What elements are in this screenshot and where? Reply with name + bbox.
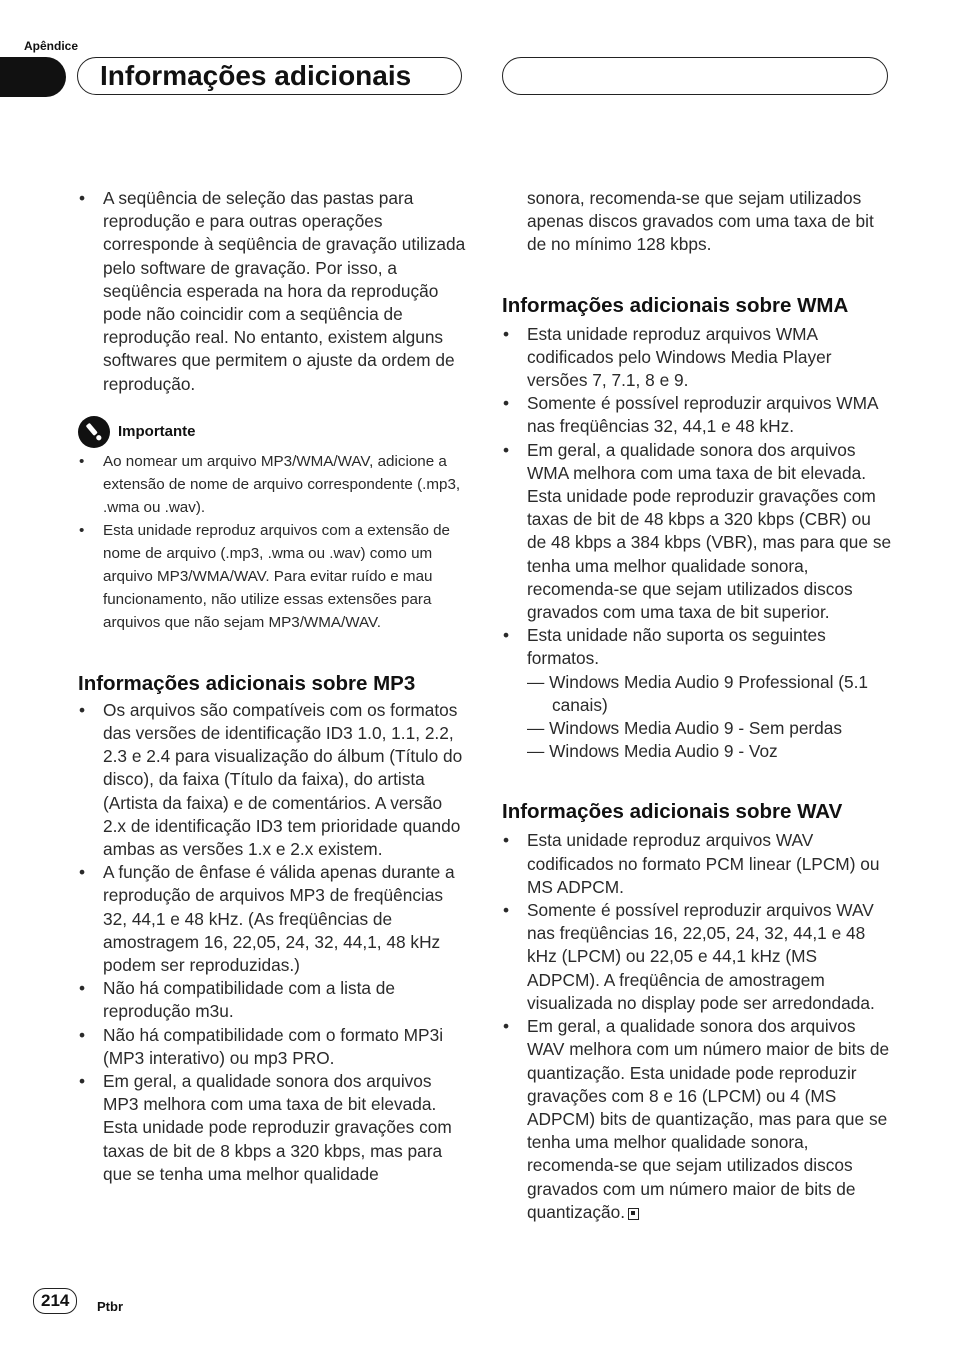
section-label: Apêndice	[24, 39, 79, 53]
list-item: • Somente é possível reproduzir arquivos WMA nas freqüências 32, 44,1 e 48 kHz.	[502, 392, 892, 438]
end-of-section-icon	[628, 1208, 639, 1220]
important-warning-icon	[78, 416, 110, 448]
list-item: • Ao nomear um arquivo MP3/WMA/WAV, adicione a extensão de nome de arquivo correspondente (.mp3, .wma ou .wav).	[78, 450, 466, 519]
page-title: Informações adicionais	[100, 60, 412, 91]
list-item: • A função de ênfase é válida apenas durante a reprodução de arquivos MP3 de freqüências 32, 44,1 e 48 kHz. (As freqüências de amostragem 16, 22,05, 24, 32, 44,1, 48 kHz podem ser reproduzidas.)	[78, 861, 466, 977]
wma-format-item: — Windows Media Audio 9 - Sem perdas	[527, 718, 843, 739]
continuation-paragraph: sonora, recomenda-se que sejam utilizados apenas discos gravados com uma taxa de bit de no mínimo 128 kbps.	[527, 188, 874, 255]
empty-header-frame	[502, 57, 888, 95]
mp3-list	[78, 699, 466, 1186]
important-label: Importante	[118, 423, 196, 441]
wma-format-item: — Windows Media Audio 9 - Voz	[527, 741, 778, 762]
wma-format-item: — Windows Media Audio 9 Professional (5.1 canais)	[527, 671, 868, 715]
language-code: Ptbr	[97, 1299, 123, 1314]
wav-list	[502, 829, 892, 1223]
title-frame	[77, 57, 462, 95]
list-item	[502, 1015, 892, 1224]
list-item: • Somente é possível reproduzir arquivos WAV nas freqüências 16, 22,05, 24, 32, 44,1 e 48 kHz (LPCM) ou 22,05 e 44,1 kHz (MS ADPCM). A freqüência de amostragem visualizada no display pode ser arredondada.	[502, 899, 892, 1015]
page-number: 214	[33, 1288, 77, 1314]
section-tab-marker	[0, 57, 66, 97]
wav-heading: Informações adicionais sobre WAV	[502, 800, 843, 824]
list-item: • Esta unidade reproduz arquivos com a extensão de nome de arquivo (.mp3, .wma ou .wav) como um arquivo MP3/WMA/WAV. Para evitar ruído e mau funcionamento, não utilize essas extensões para arquivos que não sejam MP3/WMA/WAV.	[78, 519, 466, 634]
list-item: • Não há compatibilidade com a lista de reprodução m3u.	[78, 977, 466, 1023]
list-item: • Esta unidade reproduz arquivos WAV codificados no formato PCM linear (LPCM) ou MS ADPCM.	[502, 829, 892, 899]
list-item: • Esta unidade não suporta os seguintes formatos.	[502, 624, 892, 670]
list-item-text: Em geral, a qualidade sonora dos arquivos WAV melhora com um número maior de bits de quantização. Esta unidade pode reproduzir gravações com 8 e 16 (LPCM) ou 4 (MS ADPCM) bits de quantização, mas para que se tenha uma melhor qualidade sonora, recomenda-se que sejam utilizados discos gravados com um número maior de bits de quantização.	[527, 1016, 890, 1222]
list-item: • Esta unidade reproduz arquivos WMA codificados pelo Windows Media Player versões 7, 7.1, 8 e 9.	[502, 323, 892, 393]
mp3-heading: Informações adicionais sobre MP3	[78, 671, 416, 695]
left-column	[78, 187, 466, 1186]
important-list	[78, 450, 466, 634]
intro-paragraph: • A seqüência de seleção das pastas para reprodução e para outras operações corresponde à seqüência de gravação utilizada pelo software de gravação. Por isso, a seqüência esperada na hora da reprodução pode não coincidir com a seqüência de reprodução real. No entanto, existem alguns softwares que permitem o ajuste da ordem de reprodução.	[78, 187, 466, 396]
wma-list	[502, 323, 892, 671]
intro-list	[78, 187, 466, 396]
list-item: • Em geral, a qualidade sonora dos arquivos WMA melhora com uma taxa de bit elevada. Esta unidade pode reproduzir gravações com taxas de bit de 48 kbps a 320 kbps (CBR) ou de 48 kbps a 384 kbps (VBR), mas para que se tenha uma melhor qualidade sonora, recomenda-se que sejam utilizados discos gravados com uma taxa de bit superior.	[502, 439, 892, 625]
right-column	[502, 187, 892, 1224]
wma-heading: Informações adicionais sobre WMA	[502, 293, 849, 317]
list-item: • Não há compatibilidade com o formato MP3i (MP3 interativo) ou mp3 PRO.	[78, 1024, 466, 1070]
list-item: • Em geral, a qualidade sonora dos arquivos MP3 melhora com uma taxa de bit elevada. Esta unidade pode reproduzir gravações com taxas de bit de 8 kbps a 320 kbps, mas para que se tenha uma melhor qualidade	[78, 1070, 466, 1186]
list-item: • Os arquivos são compatíveis com os formatos das versões de identificação ID3 1.0, 1.1, 2.2, 2.3 e 2.4 para visualização do álbum (Título do disco), da faixa (Título da faixa), do artista (Artista da faixa) e de comentários. A versão 2.x de identificação ID3 tem prioridade quando ambas as versões 1.x e 2.x existem.	[78, 699, 466, 861]
important-note-header	[78, 416, 466, 448]
